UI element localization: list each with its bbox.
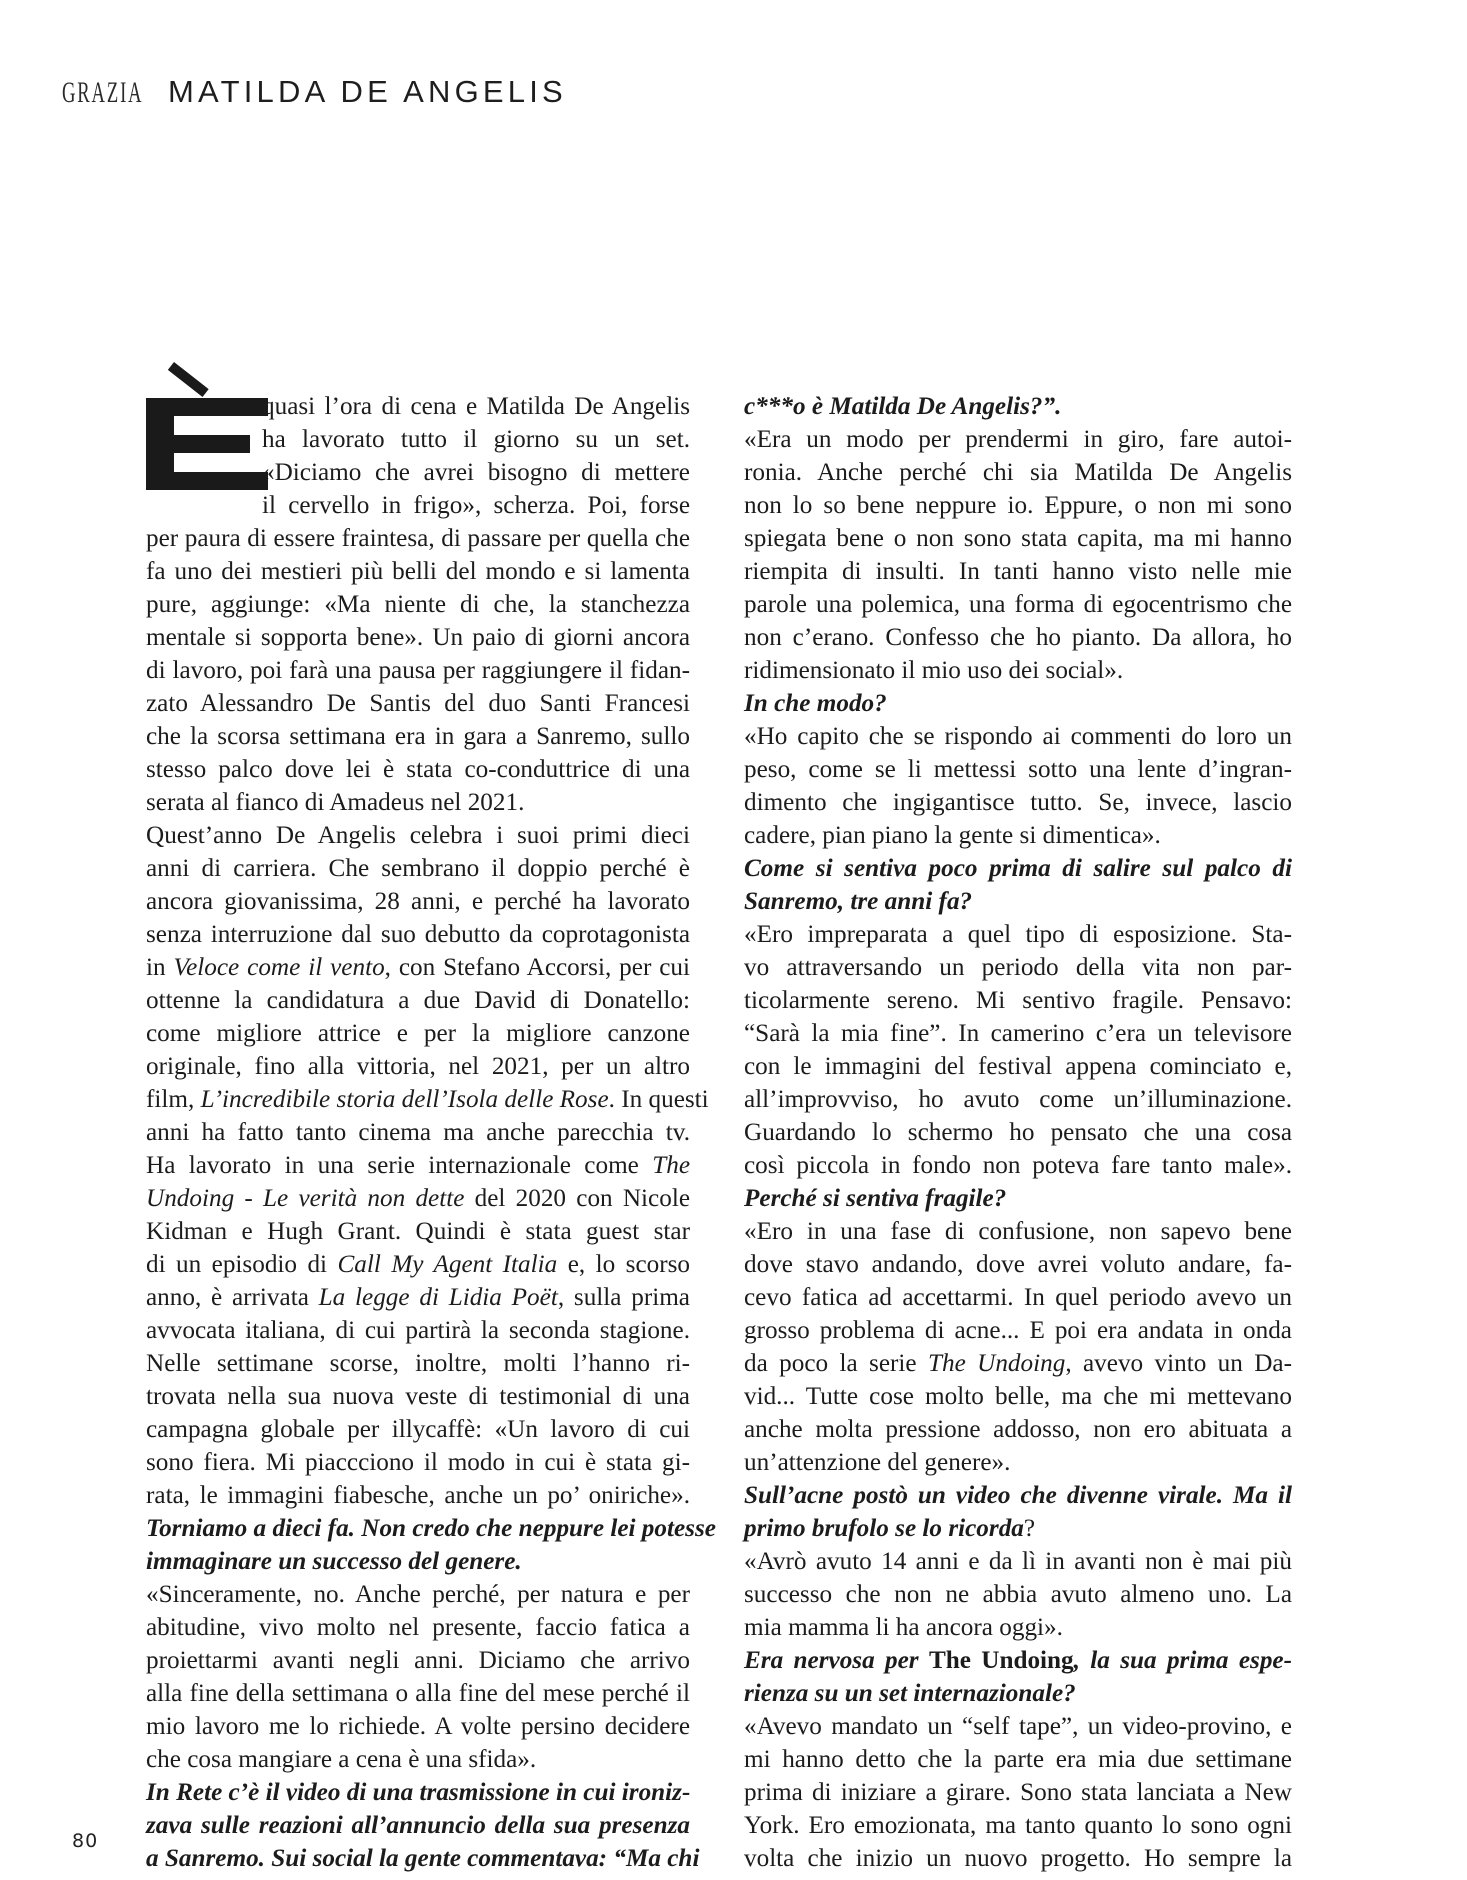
body-text-line: avvocata italiana, di cui partirà la seconda stagione.: [146, 1317, 690, 1344]
body-text-line: ha lavorato tutto il giorno su un set.: [262, 426, 690, 453]
body-text-line: vid... Tutte cose molto belle, ma che mi mettevano: [744, 1383, 1292, 1410]
body-text-line: Quest’anno De Angelis celebra i suoi primi dieci: [146, 822, 690, 849]
body-text-line: volta che inizio un nuovo progetto. Ho sempre la: [744, 1845, 1292, 1872]
body-text-line: «Ero impreparata a quel tipo di esposizione. Sta-: [744, 921, 1292, 948]
body-text-line: stesso palco dove lei è stata co-conduttrice di una: [146, 756, 690, 783]
interview-question-line: immaginare un successo del genere.: [146, 1548, 522, 1575]
body-text-line: proiettarmi avanti negli anni. Diciamo che arrivo: [146, 1647, 690, 1674]
interview-question-line: Sanremo, tre anni fa?: [744, 888, 973, 915]
body-text-line: mi hanno detto che la parte era mia due settimane: [744, 1746, 1292, 1773]
body-text-line: per paura di essere fraintesa, di passare per quella che: [146, 525, 690, 552]
body-text-line: prima di iniziare a girare. Sono stata lanciata a New: [744, 1779, 1292, 1806]
body-text-line: mia mamma li ha ancora oggi».: [744, 1614, 1063, 1641]
body-text-line: pure, aggiunge: «Ma niente di che, la stanchezza: [146, 591, 690, 618]
body-text-line: di lavoro, poi farà una pausa per raggiungere il fidan-: [146, 657, 690, 684]
body-text-line: ridimensionato il mio uso dei social».: [744, 657, 1124, 684]
body-text-line: senza interruzione dal suo debutto da coprotagonista: [146, 921, 690, 948]
body-text-line: ottenne la candidatura a due David di Donatello:: [146, 987, 690, 1014]
body-text-line: non lo so bene neppure io. Eppure, o non mi sono: [744, 492, 1292, 519]
interview-question-line: Come si sentiva poco prima di salire sul palco di: [744, 855, 1292, 882]
interview-question-line: a Sanremo. Sui social la gente commentava: “Ma chi: [146, 1845, 700, 1872]
magazine-brand: GRAZIA: [62, 76, 144, 109]
body-text-line: un’attenzione del genere».: [744, 1449, 1011, 1476]
body-text-line: “Sarà la mia fine”. In camerino c’era un televisore: [744, 1020, 1292, 1047]
body-text-line: grosso problema di acne... E poi era andata in onda: [744, 1317, 1292, 1344]
body-text-line: York. Ero emozionata, ma tanto quanto lo sono ogni: [744, 1812, 1292, 1839]
body-text-line: quasi l’ora di cena e Matilda De Angelis: [262, 393, 690, 420]
body-text-line: «Avevo mandato un “self tape”, un video-provino, e: [744, 1713, 1292, 1740]
interview-question-line: rienza su un set internazionale?: [744, 1680, 1076, 1707]
body-text-line: dimento che ingigantisce tutto. Se, invece, lascio: [744, 789, 1292, 816]
body-text-line: come migliore attrice e per la migliore canzone: [146, 1020, 690, 1047]
body-text-line: mentale si sopporta bene». Un paio di giorni ancora: [146, 624, 690, 651]
body-text-line: cadere, pian piano la gente si dimentica».: [744, 822, 1161, 849]
body-text-line: «Avrò avuto 14 anni e da lì in avanti non è mai più: [744, 1548, 1292, 1575]
body-text-line: trovata nella sua nuova veste di testimonial di una: [146, 1383, 690, 1410]
body-text-line: dove stavo andando, dove avrei voluto andare, fa-: [744, 1251, 1292, 1278]
body-text-line: mio lavoro me lo richiede. A volte persino decidere: [146, 1713, 690, 1740]
body-text-line: ronia. Anche perché chi sia Matilda De Angelis: [744, 459, 1292, 486]
body-text-line: da poco la serie The Undoing, avevo vinto un Da-: [744, 1350, 1292, 1377]
body-text-line: anni ha fatto tanto cinema ma anche parecchia tv.: [146, 1119, 690, 1146]
body-text-line: anche molta pressione addosso, non ero abituata a: [744, 1416, 1292, 1443]
body-text-line: con le immagini del festival appena cominciato e,: [744, 1053, 1292, 1080]
body-text-line: «Ho capito che se rispondo ai commenti do loro un: [744, 723, 1292, 750]
interview-question-line: primo brufolo se lo ricorda?: [744, 1515, 1036, 1542]
body-text-line: all’improvviso, ho avuto come un’illuminazione.: [744, 1086, 1292, 1113]
interview-question-line: Sull’acne postò un video che divenne virale. Ma il: [744, 1482, 1292, 1509]
body-text-line: «Diciamo che avrei bisogno di mettere: [262, 459, 690, 486]
article-title: MATILDA DE ANGELIS: [168, 74, 567, 109]
body-text-line: «Sinceramente, no. Anche perché, per natura e per: [146, 1581, 690, 1608]
interview-question-line: Perché si sentiva fragile?: [744, 1185, 1007, 1212]
body-text-line: campagna globale per illycaffè: «Un lavoro di cui: [146, 1416, 690, 1443]
interview-question-line: Torniamo a dieci fa. Non credo che neppure lei potesse: [146, 1515, 716, 1542]
interview-question-line: Era nervosa per The Undoing, la sua prima espe-: [744, 1647, 1292, 1674]
body-text-line: Ha lavorato in una serie internazionale come The: [146, 1152, 690, 1179]
body-text-line: il cervello in frigo», scherza. Poi, forse: [262, 492, 690, 519]
body-text-line: cevo fatica ad accettarmi. In quel periodo avevo un: [744, 1284, 1292, 1311]
running-header: [62, 74, 567, 114]
body-text-line: Nelle settimane scorse, inoltre, molti l’hanno ri-: [146, 1350, 690, 1377]
body-text-line: Undoing - Le verità non dette del 2020 con Nicole: [146, 1185, 691, 1212]
article-column-right: [744, 390, 1292, 1875]
body-text-line: ancora giovanissima, 28 anni, e perché ha lavorato: [146, 888, 690, 915]
body-text-line: successo che non ne abbia avuto almeno uno. La: [744, 1581, 1292, 1608]
body-text-line: rata, le immagini fiabesche, anche un po’ oniriche».: [146, 1482, 690, 1509]
interview-question-line: zava sulle reazioni all’annuncio della sua presenza: [146, 1812, 690, 1839]
body-text-line: originale, fino alla vittoria, nel 2021, per un altro: [146, 1053, 690, 1080]
body-text-line: di un episodio di Call My Agent Italia e, lo scorso: [146, 1251, 690, 1278]
body-text-line: serata al fianco di Amadeus nel 2021.: [146, 789, 525, 816]
interview-question-line: In Rete c’è il video di una trasmissione in cui ironiz-: [146, 1779, 691, 1806]
body-text-line: riempita di insulti. In tanti hanno visto nelle mie: [744, 558, 1292, 585]
body-text-line: Kidman e Hugh Grant. Quindi è stata guest star: [146, 1218, 690, 1245]
body-text-line: che cosa mangiare a cena è una sfida».: [146, 1746, 537, 1773]
body-text-line: «Ero in una fase di confusione, non sapevo bene: [744, 1218, 1292, 1245]
body-text-line: vo attraversando un periodo della vita non par-: [744, 954, 1292, 981]
interview-question-line: c***o è Matilda De Angelis?”.: [744, 393, 1062, 420]
body-text-line: film, L’incredibile storia dell’Isola delle Rose. In questi: [146, 1086, 709, 1113]
body-text-line: parole una polemica, una forma di egocentrismo che: [744, 591, 1292, 618]
body-text-line: Guardando lo schermo ho pensato che una cosa: [744, 1119, 1292, 1146]
article-column-left: [146, 390, 716, 1875]
body-text-line: ticolarmente sereno. Mi sentivo fragile. Pensavo:: [744, 987, 1292, 1014]
body-text-line: che la scorsa settimana era in gara a Sanremo, sullo: [146, 723, 690, 750]
body-text-line: in Veloce come il vento, con Stefano Accorsi, per cui: [146, 954, 691, 981]
body-text-line: sono fiera. Mi piaccciono il modo in cui è stata gi-: [146, 1449, 690, 1476]
body-text-line: non c’erano. Confesso che ho pianto. Da allora, ho: [744, 624, 1292, 651]
body-text-line: anno, è arrivata La legge di Lidia Poët, sulla prima: [146, 1284, 690, 1311]
body-text-line: abitudine, vivo molto nel presente, faccio fatica a: [146, 1614, 690, 1641]
body-text-line: «Era un modo per prendermi in giro, fare autoi-: [744, 426, 1292, 453]
body-text-line: fa uno dei mestieri più belli del mondo e si lamenta: [146, 558, 690, 585]
body-text-line: anni di carriera. Che sembrano il doppio perché è: [146, 855, 690, 882]
body-text-line: spiegata bene o non sono stata capita, ma mi hanno: [744, 525, 1292, 552]
body-text-line: così piccola in fondo non poteva fare tanto male».: [744, 1152, 1292, 1179]
interview-question-line: In che modo?: [744, 690, 887, 717]
body-text-line: alla fine della settimana o alla fine del mese perché il: [146, 1680, 690, 1707]
body-text-line: peso, come se li mettessi sotto una lente d’ingran-: [744, 756, 1292, 783]
page-number: 80: [72, 1830, 99, 1852]
body-text-line: zato Alessandro De Santis del duo Santi Francesi: [146, 690, 690, 717]
